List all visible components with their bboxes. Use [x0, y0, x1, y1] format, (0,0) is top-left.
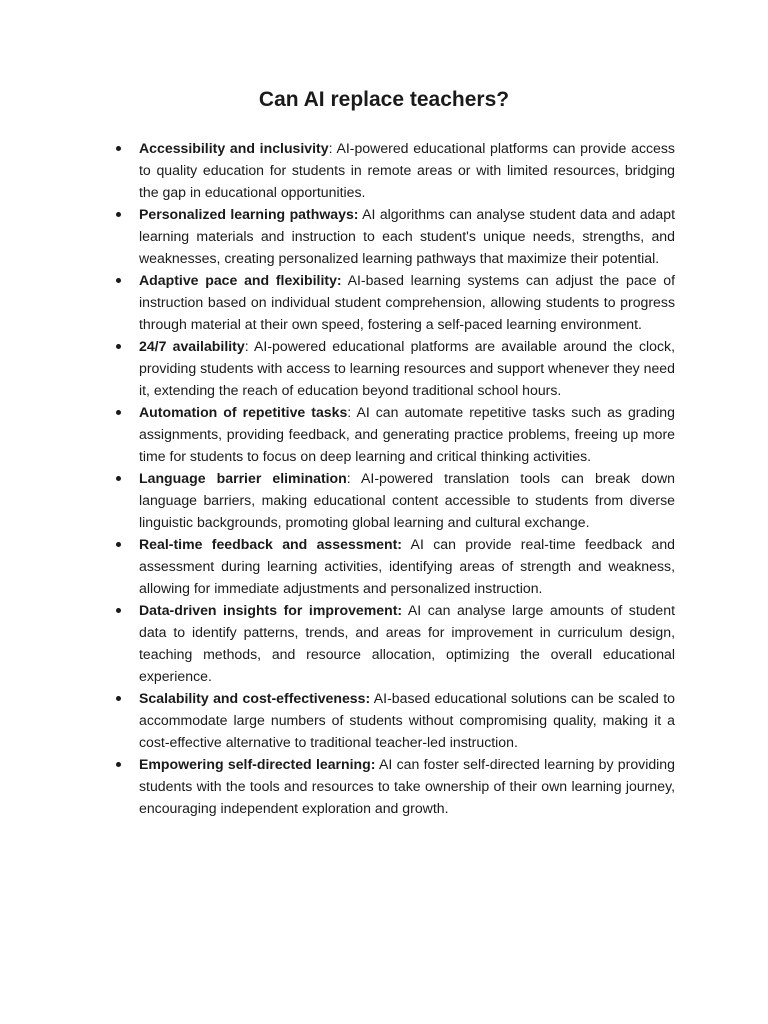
- list-item: [139, 467, 675, 533]
- item-text: AI-powered translation tools can break down language barriers, making educational content accessible to students from diverse linguistic backgrounds, promoting global learning and cultural exchange.: [139, 470, 675, 530]
- bullet-icon: [116, 696, 121, 701]
- item-separator: :: [328, 140, 337, 156]
- item-term: Data-driven insights for improvement:: [139, 602, 403, 618]
- item-text: AI can automate repetitive tasks such as grading assignments, providing feedback, and generating practice problems, freeing up more time for students to focus on deep learning and critical thinking activities.: [139, 404, 675, 464]
- list-item: [139, 687, 675, 753]
- item-text: AI-based learning systems can adjust the pace of instruction based on individual student comprehension, allowing students to progress through material at their own speed, fostering a self-paced learning environment.: [139, 272, 676, 332]
- list-item: [139, 269, 675, 335]
- item-separator: :: [346, 470, 362, 486]
- list-item: [139, 753, 675, 819]
- item-term: Automation of repetitive tasks: [139, 404, 348, 420]
- item-term: Personalized learning pathways:: [139, 206, 359, 222]
- item-separator: [402, 536, 411, 552]
- list-item: [139, 203, 675, 269]
- item-term: Accessibility and inclusivity: [139, 140, 329, 156]
- bullet-list: [139, 137, 675, 819]
- item-text: AI-powered educational platforms can provide access to quality education for students in remote areas or with limited resources, bridging the gap in educational opportunities.: [139, 140, 675, 200]
- bullet-icon: [116, 344, 121, 349]
- item-term: Real-time feedback and assessment:: [139, 536, 402, 552]
- bullet-icon: [116, 762, 121, 767]
- item-separator: :: [244, 338, 255, 354]
- item-term: Language barrier elimination: [139, 470, 347, 486]
- item-text: AI-based educational solutions can be scaled to accommodate large numbers of students without compromising quality, making it a cost-effective alternative to traditional teacher-led instruction.: [139, 690, 675, 750]
- item-text: AI algorithms can analyse student data and adapt learning materials and instruction to each student's unique needs, strengths, and weaknesses, creating personalized learning pathways that maximize their potential.: [139, 206, 675, 266]
- list-item: [139, 401, 675, 467]
- bullet-icon: [116, 410, 121, 415]
- bullet-icon: [116, 278, 121, 283]
- item-text: AI can provide real-time feedback and assessment during learning activities, identifying areas of strength and weakness, allowing for immediate adjustments and personalized instruction.: [139, 536, 675, 596]
- item-text: AI can analyse large amounts of student data to identify patterns, trends, and areas for improvement in curriculum design, teaching methods, and resource allocation, optimizing the overall educational experience.: [139, 602, 676, 684]
- item-term: Empowering self-directed learning:: [139, 756, 376, 772]
- list-item: [139, 599, 675, 687]
- bullet-icon: [116, 608, 121, 613]
- bullet-icon: [116, 476, 121, 481]
- bullet-icon: [116, 212, 121, 217]
- item-text: AI can foster self-directed learning by providing students with the tools and resources to take ownership of their own learning journey, encouraging independent exploration and growth.: [139, 756, 675, 816]
- item-term: Adaptive pace and flexibility:: [139, 272, 342, 288]
- item-term: 24/7 availability: [139, 338, 245, 354]
- bullet-icon: [116, 146, 121, 151]
- page-title: Can AI replace teachers?: [258, 88, 510, 111]
- list-item: [139, 533, 675, 599]
- item-term: Scalability and cost-effectiveness:: [139, 690, 371, 706]
- list-item: [139, 335, 675, 401]
- list-item: [139, 137, 675, 203]
- bullet-icon: [116, 542, 121, 547]
- item-separator: :: [347, 404, 357, 420]
- item-text: AI-powered educational platforms are available around the clock, providing students with access to learning resources and support whenever they need it, extending the reach of education beyond traditional school hours.: [139, 338, 675, 398]
